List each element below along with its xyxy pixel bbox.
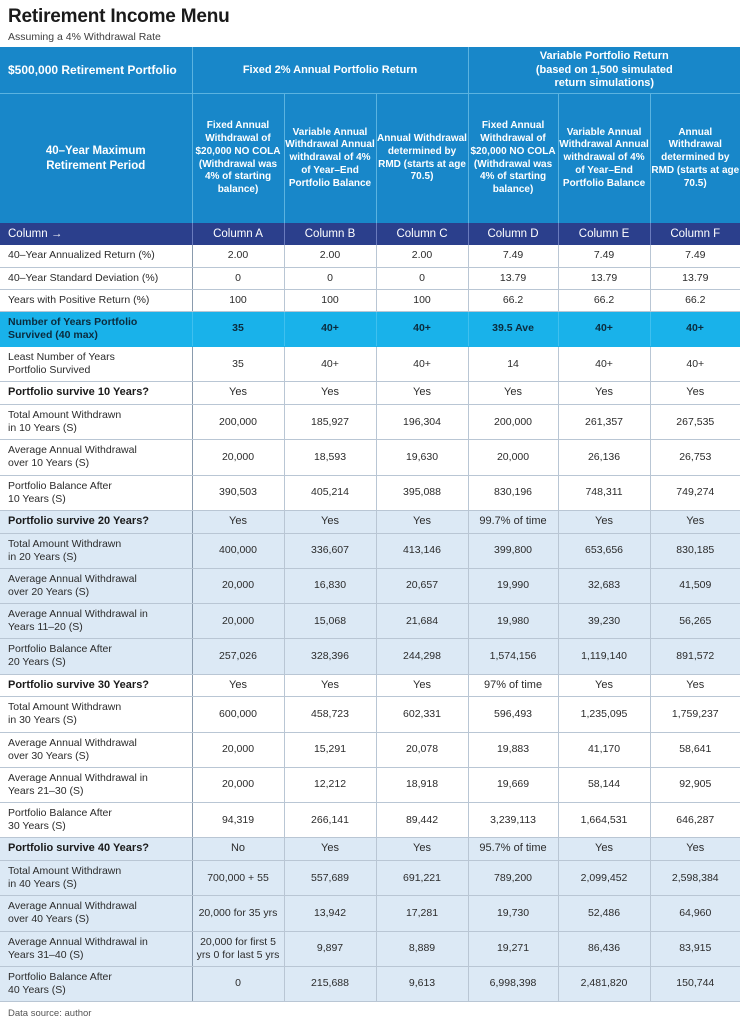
row-label: Average Annual Withdrawal in Years 21–30 (S) bbox=[0, 767, 192, 802]
cell-col-f: 830,185 bbox=[650, 533, 740, 568]
cell-col-e: 41,170 bbox=[558, 732, 650, 767]
cell-col-a: 100 bbox=[192, 289, 284, 311]
cell-col-b: Yes bbox=[284, 510, 376, 533]
cell-col-b: 185,927 bbox=[284, 405, 376, 440]
cell-col-a: 35 bbox=[192, 311, 284, 346]
page-subtitle: Assuming a 4% Withdrawal Rate bbox=[8, 30, 161, 43]
title-block bbox=[0, 0, 740, 47]
row-label: Portfolio survive 40 Years? bbox=[0, 838, 192, 861]
cell-col-b: 9,897 bbox=[284, 931, 376, 966]
cell-col-d: 13.79 bbox=[468, 267, 558, 289]
cell-col-c: 18,918 bbox=[376, 767, 468, 802]
cell-col-f: 58,641 bbox=[650, 732, 740, 767]
row-label: Total Amount Withdrawn in 20 Years (S) bbox=[0, 533, 192, 568]
cell-col-e: 58,144 bbox=[558, 767, 650, 802]
column-key-d: Column D bbox=[468, 223, 558, 245]
row-label: Portfolio Balance After 20 Years (S) bbox=[0, 639, 192, 674]
cell-col-d: 19,980 bbox=[468, 604, 558, 639]
table-row bbox=[0, 267, 740, 289]
table-row bbox=[0, 803, 740, 838]
row-label: Portfolio Balance After 10 Years (S) bbox=[0, 475, 192, 510]
row-label: Total Amount Withdrawn in 30 Years (S) bbox=[0, 697, 192, 732]
cell-col-e: 40+ bbox=[558, 347, 650, 382]
column-key-a: Column A bbox=[192, 223, 284, 245]
cell-col-d: 19,271 bbox=[468, 931, 558, 966]
cell-col-d: 3,239,113 bbox=[468, 803, 558, 838]
cell-col-d: 99.7% of time bbox=[468, 510, 558, 533]
table-row bbox=[0, 896, 740, 931]
table-row bbox=[0, 510, 740, 533]
cell-col-e: 66.2 bbox=[558, 289, 650, 311]
cell-col-e: 2,481,820 bbox=[558, 966, 650, 1001]
cell-col-a: 20,000 bbox=[192, 767, 284, 802]
column-key-b: Column B bbox=[284, 223, 376, 245]
cell-col-a: 200,000 bbox=[192, 405, 284, 440]
cell-col-a: 20,000 for 35 yrs bbox=[192, 896, 284, 931]
table-row bbox=[0, 966, 740, 1001]
cell-col-f: Yes bbox=[650, 838, 740, 861]
cell-col-c: Yes bbox=[376, 382, 468, 405]
row-label: Average Annual Withdrawal in Years 11–20 (S) bbox=[0, 604, 192, 639]
header-subcolumn-row bbox=[0, 93, 740, 223]
row-label: Least Number of Years Portfolio Survived bbox=[0, 347, 192, 382]
column-key-c: Column C bbox=[376, 223, 468, 245]
cell-col-e: 32,683 bbox=[558, 568, 650, 603]
cell-col-c: Yes bbox=[376, 674, 468, 697]
table-row bbox=[0, 732, 740, 767]
cell-col-b: 215,688 bbox=[284, 966, 376, 1001]
cell-col-b: 458,723 bbox=[284, 697, 376, 732]
cell-col-e: Yes bbox=[558, 674, 650, 697]
cell-col-a: 390,503 bbox=[192, 475, 284, 510]
cell-col-a: Yes bbox=[192, 510, 284, 533]
cell-col-a: 35 bbox=[192, 347, 284, 382]
cell-col-b: 40+ bbox=[284, 311, 376, 346]
cell-col-b: 405,214 bbox=[284, 475, 376, 510]
cell-col-e: 26,136 bbox=[558, 440, 650, 475]
cell-col-f: 56,265 bbox=[650, 604, 740, 639]
cell-col-b: 13,942 bbox=[284, 896, 376, 931]
cell-col-a: 20,000 bbox=[192, 732, 284, 767]
subheader-col-c: Annual Withdrawal determined by RMD (starts at age 70.5) bbox=[376, 93, 468, 223]
cell-col-e: 7.49 bbox=[558, 245, 650, 267]
cell-col-d: 66.2 bbox=[468, 289, 558, 311]
cell-col-a: 0 bbox=[192, 267, 284, 289]
cell-col-f: 891,572 bbox=[650, 639, 740, 674]
cell-col-c: Yes bbox=[376, 510, 468, 533]
table-row bbox=[0, 475, 740, 510]
column-key-e: Column E bbox=[558, 223, 650, 245]
cell-col-f: Yes bbox=[650, 674, 740, 697]
table-row bbox=[0, 440, 740, 475]
cell-col-b: 40+ bbox=[284, 347, 376, 382]
group-header-fixed: Fixed 2% Annual Portfolio Return bbox=[192, 47, 468, 93]
cell-col-f: 41,509 bbox=[650, 568, 740, 603]
cell-col-c: 602,331 bbox=[376, 697, 468, 732]
cell-col-b: 16,830 bbox=[284, 568, 376, 603]
row-label: Average Annual Withdrawal over 10 Years (S) bbox=[0, 440, 192, 475]
cell-col-c: 244,298 bbox=[376, 639, 468, 674]
cell-col-e: 1,119,140 bbox=[558, 639, 650, 674]
cell-col-a: 0 bbox=[192, 966, 284, 1001]
cell-col-d: 39.5 Ave bbox=[468, 311, 558, 346]
cell-col-e: Yes bbox=[558, 382, 650, 405]
cell-col-c: 40+ bbox=[376, 311, 468, 346]
row-label: Portfolio survive 30 Years? bbox=[0, 674, 192, 697]
cell-col-c: 21,684 bbox=[376, 604, 468, 639]
cell-col-e: 13.79 bbox=[558, 267, 650, 289]
row-label: Total Amount Withdrawn in 40 Years (S) bbox=[0, 861, 192, 896]
table-row bbox=[0, 697, 740, 732]
cell-col-a: Yes bbox=[192, 674, 284, 697]
cell-col-c: 17,281 bbox=[376, 896, 468, 931]
row-label: Number of Years Portfolio Survived (40 max) bbox=[0, 311, 192, 346]
cell-col-d: Yes bbox=[468, 382, 558, 405]
data-source-note: Data source: author bbox=[8, 1008, 92, 1020]
row-label: Average Annual Withdrawal over 40 Years (S) bbox=[0, 896, 192, 931]
retirement-comparison-table bbox=[0, 47, 740, 1002]
row-label: Portfolio Balance After 40 Years (S) bbox=[0, 966, 192, 1001]
cell-col-a: Yes bbox=[192, 382, 284, 405]
cell-col-c: 0 bbox=[376, 267, 468, 289]
cell-col-a: 94,319 bbox=[192, 803, 284, 838]
row-label: Average Annual Withdrawal over 20 Years (S) bbox=[0, 568, 192, 603]
cell-col-e: 86,436 bbox=[558, 931, 650, 966]
retirement-period-label: 40–Year Maximum Retirement Period bbox=[0, 93, 192, 223]
cell-col-a: 2.00 bbox=[192, 245, 284, 267]
column-key-f: Column F bbox=[650, 223, 740, 245]
cell-col-f: 40+ bbox=[650, 311, 740, 346]
cell-col-e: 2,099,452 bbox=[558, 861, 650, 896]
group-header-variable: Variable Portfolio Return (based on 1,500 simulated return simulations) bbox=[468, 47, 740, 93]
table-row bbox=[0, 568, 740, 603]
cell-col-f: 7.49 bbox=[650, 245, 740, 267]
table-row bbox=[0, 861, 740, 896]
cell-col-c: 2.00 bbox=[376, 245, 468, 267]
table-row bbox=[0, 245, 740, 267]
row-label: Total Amount Withdrawn in 10 Years (S) bbox=[0, 405, 192, 440]
cell-col-c: Yes bbox=[376, 838, 468, 861]
cell-col-f: 66.2 bbox=[650, 289, 740, 311]
cell-col-c: 9,613 bbox=[376, 966, 468, 1001]
table-row bbox=[0, 347, 740, 382]
cell-col-e: 261,357 bbox=[558, 405, 650, 440]
row-label: Portfolio survive 20 Years? bbox=[0, 510, 192, 533]
cell-col-d: 200,000 bbox=[468, 405, 558, 440]
cell-col-c: 40+ bbox=[376, 347, 468, 382]
row-label: Years with Positive Return (%) bbox=[0, 289, 192, 311]
table-row bbox=[0, 311, 740, 346]
cell-col-c: 89,442 bbox=[376, 803, 468, 838]
cell-col-a: No bbox=[192, 838, 284, 861]
cell-col-a: 700,000 + 55 bbox=[192, 861, 284, 896]
cell-col-f: 267,535 bbox=[650, 405, 740, 440]
row-label: 40–Year Standard Deviation (%) bbox=[0, 267, 192, 289]
column-key-row bbox=[0, 223, 740, 245]
portfolio-size-label: $500,000 Retirement Portfolio bbox=[0, 47, 192, 93]
table-row bbox=[0, 767, 740, 802]
cell-col-b: 266,141 bbox=[284, 803, 376, 838]
cell-col-a: 20,000 bbox=[192, 604, 284, 639]
cell-col-c: 20,078 bbox=[376, 732, 468, 767]
cell-col-b: 100 bbox=[284, 289, 376, 311]
cell-col-d: 789,200 bbox=[468, 861, 558, 896]
row-label: Average Annual Withdrawal in Years 31–40 (S) bbox=[0, 931, 192, 966]
cell-col-b: 15,068 bbox=[284, 604, 376, 639]
cell-col-a: 257,026 bbox=[192, 639, 284, 674]
subheader-col-d: Fixed Annual Withdrawal of $20,000 NO COLA (Withdrawal was 4% of starting balance) bbox=[468, 93, 558, 223]
cell-col-a: 400,000 bbox=[192, 533, 284, 568]
cell-col-f: 64,960 bbox=[650, 896, 740, 931]
cell-col-b: Yes bbox=[284, 674, 376, 697]
cell-col-a: 20,000 bbox=[192, 440, 284, 475]
cell-col-d: 596,493 bbox=[468, 697, 558, 732]
table-row bbox=[0, 604, 740, 639]
table-row bbox=[0, 674, 740, 697]
row-label: Portfolio Balance After 30 Years (S) bbox=[0, 803, 192, 838]
cell-col-d: 14 bbox=[468, 347, 558, 382]
cell-col-b: 0 bbox=[284, 267, 376, 289]
cell-col-b: 2.00 bbox=[284, 245, 376, 267]
page-title: Retirement Income Menu bbox=[8, 6, 230, 27]
cell-col-d: 20,000 bbox=[468, 440, 558, 475]
cell-col-f: 83,915 bbox=[650, 931, 740, 966]
cell-col-f: 40+ bbox=[650, 347, 740, 382]
table-row bbox=[0, 289, 740, 311]
table-row bbox=[0, 533, 740, 568]
cell-col-d: 19,730 bbox=[468, 896, 558, 931]
cell-col-d: 19,990 bbox=[468, 568, 558, 603]
cell-col-c: 413,146 bbox=[376, 533, 468, 568]
cell-col-f: 749,274 bbox=[650, 475, 740, 510]
cell-col-e: 748,311 bbox=[558, 475, 650, 510]
cell-col-c: 19,630 bbox=[376, 440, 468, 475]
cell-col-e: 653,656 bbox=[558, 533, 650, 568]
table-row bbox=[0, 931, 740, 966]
row-label: 40–Year Annualized Return (%) bbox=[0, 245, 192, 267]
cell-col-f: Yes bbox=[650, 510, 740, 533]
cell-col-c: 691,221 bbox=[376, 861, 468, 896]
cell-col-b: 18,593 bbox=[284, 440, 376, 475]
cell-col-d: 399,800 bbox=[468, 533, 558, 568]
cell-col-c: 395,088 bbox=[376, 475, 468, 510]
subheader-col-a: Fixed Annual Withdrawal of $20,000 NO COLA (Withdrawal was 4% of starting balance) bbox=[192, 93, 284, 223]
cell-col-e: 40+ bbox=[558, 311, 650, 346]
cell-col-e: 52,486 bbox=[558, 896, 650, 931]
subheader-col-b: Variable Annual Withdrawal Annual withdrawal of 4% of Year–End Portfolio Balance bbox=[284, 93, 376, 223]
cell-col-d: 95.7% of time bbox=[468, 838, 558, 861]
subheader-col-e: Variable Annual Withdrawal Annual withdrawal of 4% of Year–End Portfolio Balance bbox=[558, 93, 650, 223]
cell-col-f: 1,759,237 bbox=[650, 697, 740, 732]
cell-col-e: Yes bbox=[558, 838, 650, 861]
table-row bbox=[0, 382, 740, 405]
cell-col-d: 6,998,398 bbox=[468, 966, 558, 1001]
cell-col-e: Yes bbox=[558, 510, 650, 533]
cell-col-b: 328,396 bbox=[284, 639, 376, 674]
cell-col-a: 600,000 bbox=[192, 697, 284, 732]
cell-col-f: 646,287 bbox=[650, 803, 740, 838]
cell-col-e: 39,230 bbox=[558, 604, 650, 639]
cell-col-d: 19,669 bbox=[468, 767, 558, 802]
cell-col-b: Yes bbox=[284, 382, 376, 405]
cell-col-c: 196,304 bbox=[376, 405, 468, 440]
column-key-label: Column → bbox=[0, 223, 192, 245]
cell-col-f: 2,598,384 bbox=[650, 861, 740, 896]
cell-col-c: 8,889 bbox=[376, 931, 468, 966]
cell-col-c: 100 bbox=[376, 289, 468, 311]
cell-col-e: 1,235,095 bbox=[558, 697, 650, 732]
header-group-row bbox=[0, 47, 740, 93]
cell-col-d: 830,196 bbox=[468, 475, 558, 510]
table-row bbox=[0, 639, 740, 674]
cell-col-d: 7.49 bbox=[468, 245, 558, 267]
cell-col-f: 26,753 bbox=[650, 440, 740, 475]
row-label: Average Annual Withdrawal over 30 Years (S) bbox=[0, 732, 192, 767]
table-row bbox=[0, 838, 740, 861]
cell-col-d: 97% of time bbox=[468, 674, 558, 697]
cell-col-e: 1,664,531 bbox=[558, 803, 650, 838]
cell-col-b: 336,607 bbox=[284, 533, 376, 568]
cell-col-c: 20,657 bbox=[376, 568, 468, 603]
cell-col-f: 150,744 bbox=[650, 966, 740, 1001]
cell-col-b: Yes bbox=[284, 838, 376, 861]
cell-col-b: 557,689 bbox=[284, 861, 376, 896]
cell-col-a: 20,000 for first 5 yrs 0 for last 5 yrs bbox=[192, 931, 284, 966]
cell-col-a: 20,000 bbox=[192, 568, 284, 603]
row-label: Portfolio survive 10 Years? bbox=[0, 382, 192, 405]
cell-col-b: 12,212 bbox=[284, 767, 376, 802]
cell-col-f: 92,905 bbox=[650, 767, 740, 802]
cell-col-f: Yes bbox=[650, 382, 740, 405]
cell-col-f: 13.79 bbox=[650, 267, 740, 289]
cell-col-d: 1,574,156 bbox=[468, 639, 558, 674]
cell-col-b: 15,291 bbox=[284, 732, 376, 767]
subheader-col-f: Annual Withdrawal determined by RMD (starts at age 70.5) bbox=[650, 93, 740, 223]
table-row bbox=[0, 405, 740, 440]
cell-col-d: 19,883 bbox=[468, 732, 558, 767]
